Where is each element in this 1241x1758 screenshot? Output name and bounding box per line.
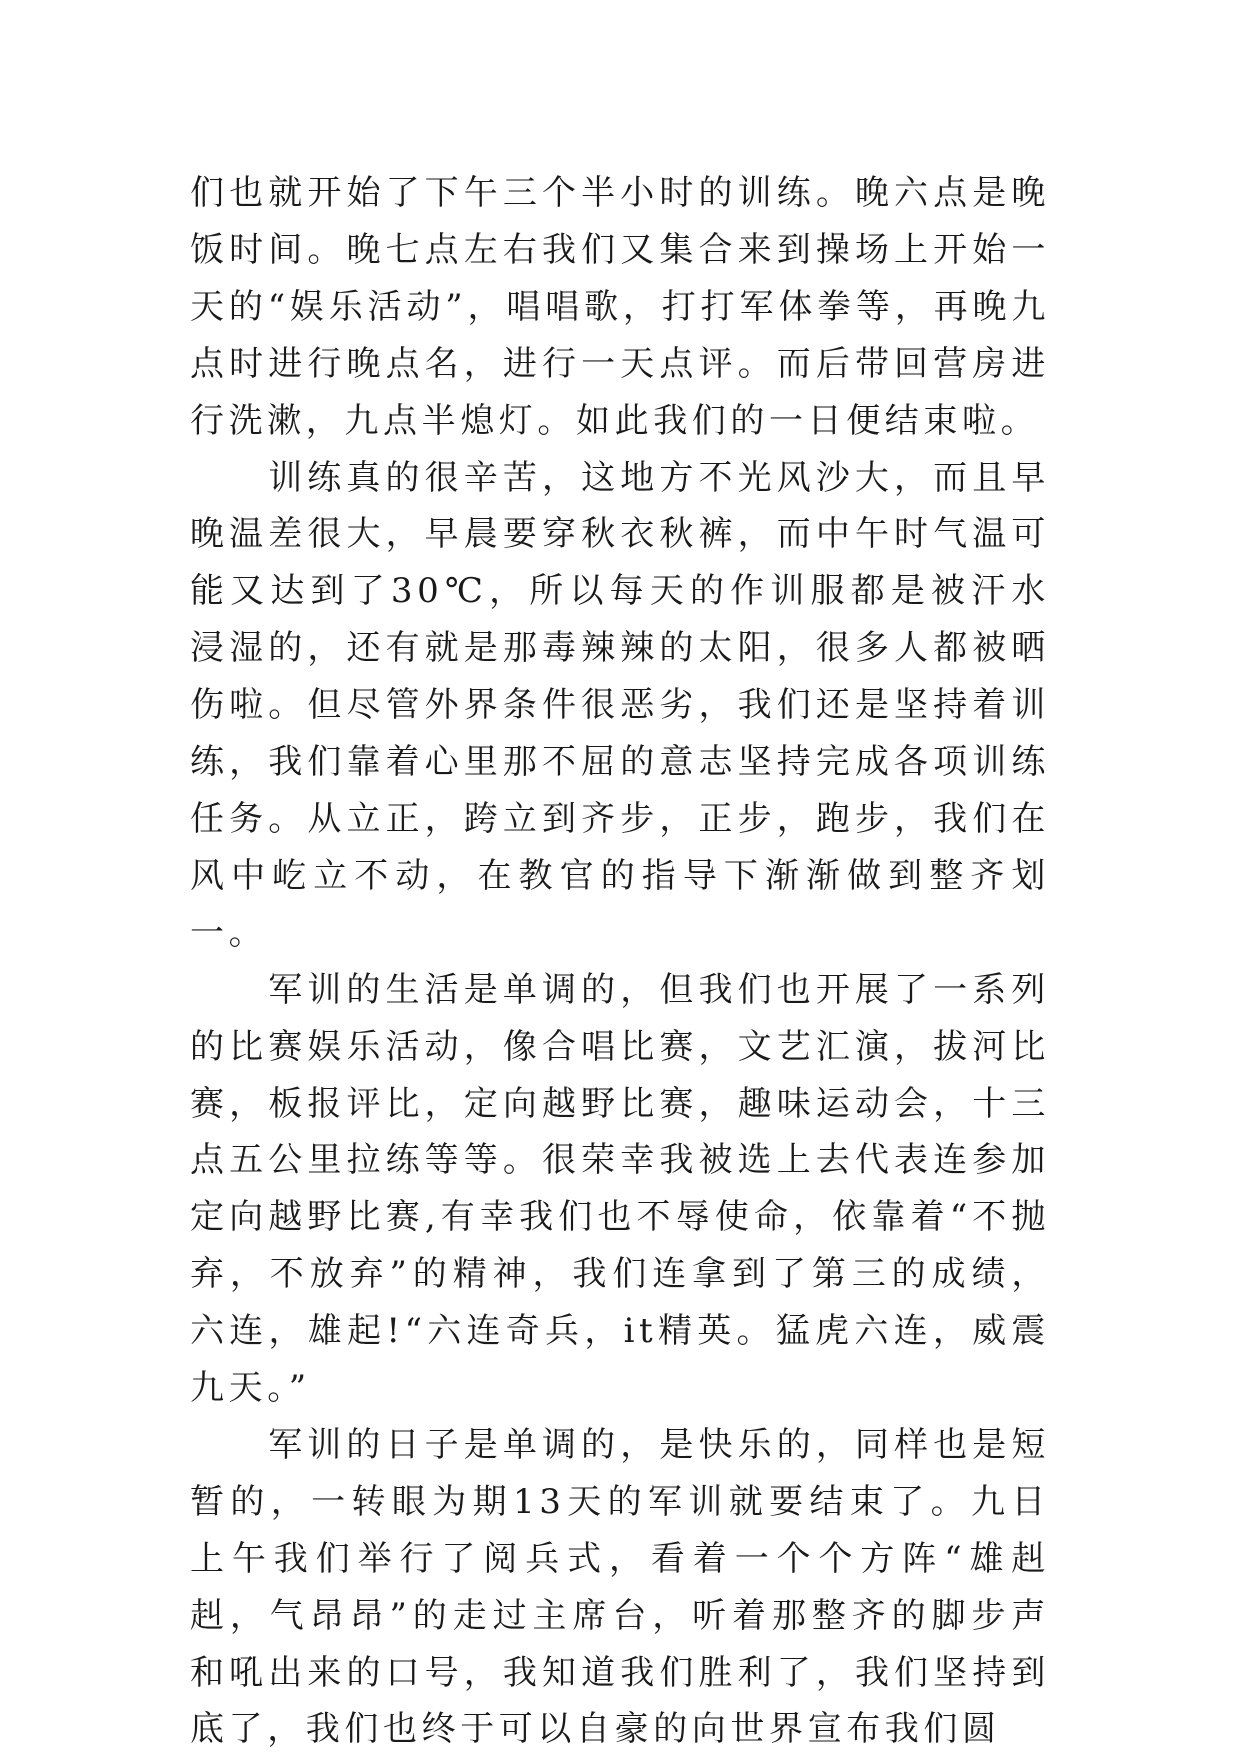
paragraph-1: 们也就开始了下午三个半小时的训练。晚六点是晚饭时间。晚七点左右我们又集合来到操场上开始一天的“娱乐活动”，唱唱歌，打打军体拳等，再晚九点时进行晚点名，进行一天点评。而后带回营房进行洗漱，九点半熄灯。如此我们的一日便结束啦。 bbox=[190, 173, 1050, 441]
document-body bbox=[190, 165, 1050, 1758]
paragraph-3: 军训的生活是单调的，但我们也开展了一系列的比赛娱乐活动，像合唱比赛，文艺汇演，拔河比赛，板报评比，定向越野比赛，趣味运动会，十三点五公里拉练等等。很荣幸我被选上去代表连参加定向越野比赛,有幸我们也不辱使命，依靠着“不抛弃，不放弃”的精神，我们连拿到了第三的成绩，六连，雄起!“六连奇兵，it精英。猛虎六连，威震九天。” bbox=[190, 969, 1050, 1409]
paragraph-2: 训练真的很辛苦，这地方不光风沙大，而且早晚温差很大，早晨要穿秋衣秋裤，而中午时气温可能又达到了30℃，所以每天的作训服都是被汗水浸湿的，还有就是那毒辣辣的太阳，很多人都被晒伤啦。但尽管外界条件很恶劣，我们还是坚持着训练，我们靠着心里那不屈的意志坚持完成各项训练任务。从立正，跨立到齐步，正步，跑步，我们在风中屹立不动，在教官的指导下渐渐做到整齐划一。 bbox=[190, 457, 1050, 953]
paragraph-4: 军训的日子是单调的，是快乐的，同样也是短暂的，一转眼为期13天的军训就要结束了。九日上午我们举行了阅兵式，看着一个个方阵“雄赳赳，气昂昂”的走过主席台，听着那整齐的脚步声和吼出来的口号，我知道我们胜利了，我们坚持到底了，我们也终于可以自豪的向世界宣布我们圆 bbox=[190, 1424, 1050, 1750]
